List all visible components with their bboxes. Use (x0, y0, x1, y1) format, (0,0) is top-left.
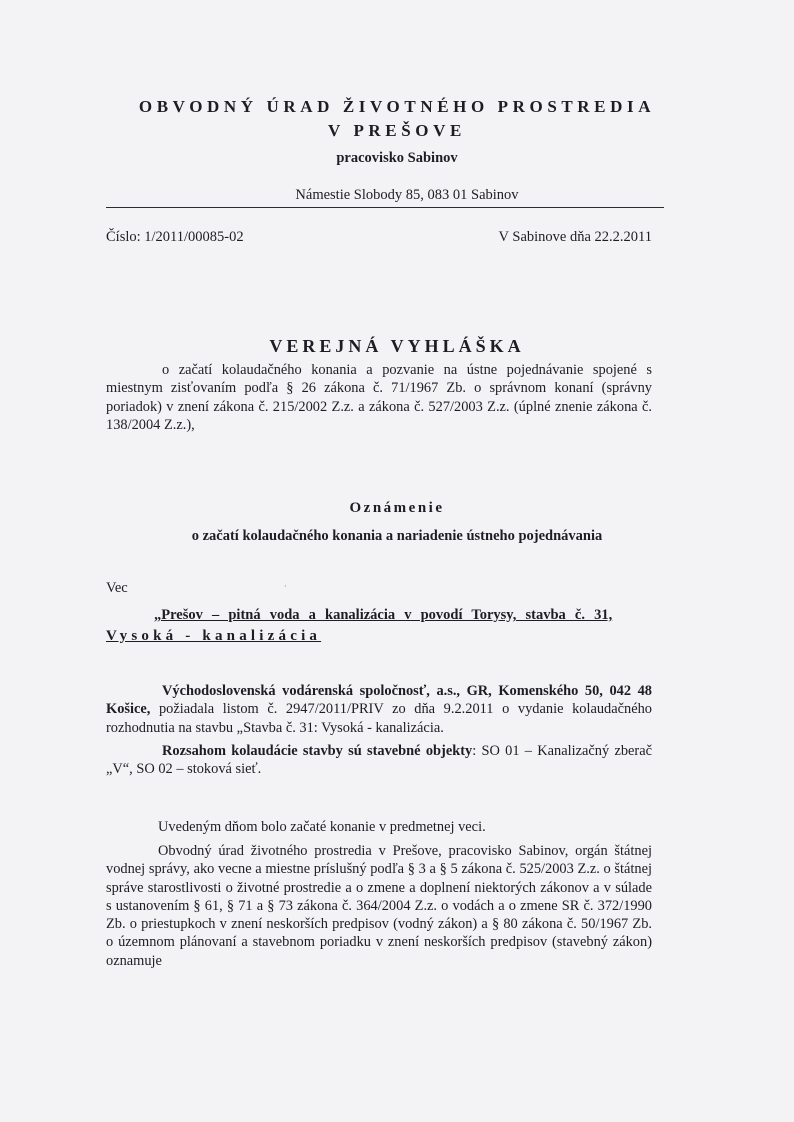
applicant-paragraph (106, 682, 652, 737)
announcement-title: Oznámenie (349, 500, 445, 516)
stamp-mark-icon: ˌ (283, 573, 288, 588)
applicant-request: požiadala listom č. 2947/2011/PRIV zo dňa 9.2.2011 o vydanie kolaudačného rozhodnutia na stavbu „Stavba č. 31: Vysoká - kanalizácia. (106, 701, 652, 736)
authority-city: V PREŠOVE (328, 121, 466, 140)
subject-line-2: Vysoká - kanalizácia (106, 628, 322, 644)
scope-label: Rozsahom kolaudácie stavby sú stavebné objekty (162, 743, 473, 759)
scope-objects: : SO 01 – Kanalizačný zberač „V“, SO 02 – stoková sieť. (106, 743, 652, 778)
notice-title: VEREJNÁ VYHLÁŠKA (269, 336, 525, 356)
applicant-name: Východoslovenská vodárenská spoločnosť, a.s., GR, Komenského 50, 042 48 Košice, (106, 683, 652, 718)
workplace: pracovisko Sabinov (336, 150, 458, 166)
authority-name: OBVODNÝ ÚRAD ŽIVOTNÉHO PROSTREDIA (138, 97, 656, 116)
notice-intro: o začatí kolaudačného konania a pozvanie na ústne pojednávanie spojené s miestnym zisťovaním podľa § 26 zákona č. 71/1967 Zb. o správnom konaní (správny poriadok) v znení zákona č. 215/2002 Z.z. a zákona č. 527/2003 Z.z. (úplné znenie zákona č. 138/2004 Z.z.), (106, 362, 652, 433)
subject-label: Vec (106, 580, 128, 596)
reference-number: Číslo: 1/2011/00085-02 (106, 229, 244, 245)
authority-paragraph: Obvodný úrad životného prostredia v Prešove, pracovisko Sabinov, orgán štátnej vodnej správy, ako vecne a miestne príslušný podľa § 3 a § 5 zákona č. 525/2003 Z.z. o štátnej správe starostlivosti o životné prostredie a o zmene a doplnení niektorých zákonov a v súlade s ustanovením § 61, § 71 a § 73 zákona č. 364/2004 Z.z. o vodách a o zmene SR č. 372/1990 Zb. o priestupkoch v znení neskorších predpisov (vodný zákon) a § 80 zákona č. 50/1967 Zb. o územnom plánovaní a stavebnom poriadku v znení neskorších predpisov (stavebný zákon) oznamuje (106, 843, 652, 969)
scope-paragraph (106, 742, 652, 779)
header-rule (106, 207, 664, 208)
announcement-subtitle: o začatí kolaudačného konania a nariadenie ústneho pojednávania (191, 528, 603, 544)
subject-line-1: „Prešov – pitná voda a kanalizácia v povodí Torysy, stavba č. 31, (154, 607, 613, 623)
commencement-text: Uvedeným dňom bolo začaté konanie v predmetnej veci. (158, 819, 486, 835)
address: Námestie Slobody 85, 083 01 Sabinov (295, 187, 519, 203)
place-date: V Sabinove dňa 22.2.2011 (498, 229, 652, 245)
